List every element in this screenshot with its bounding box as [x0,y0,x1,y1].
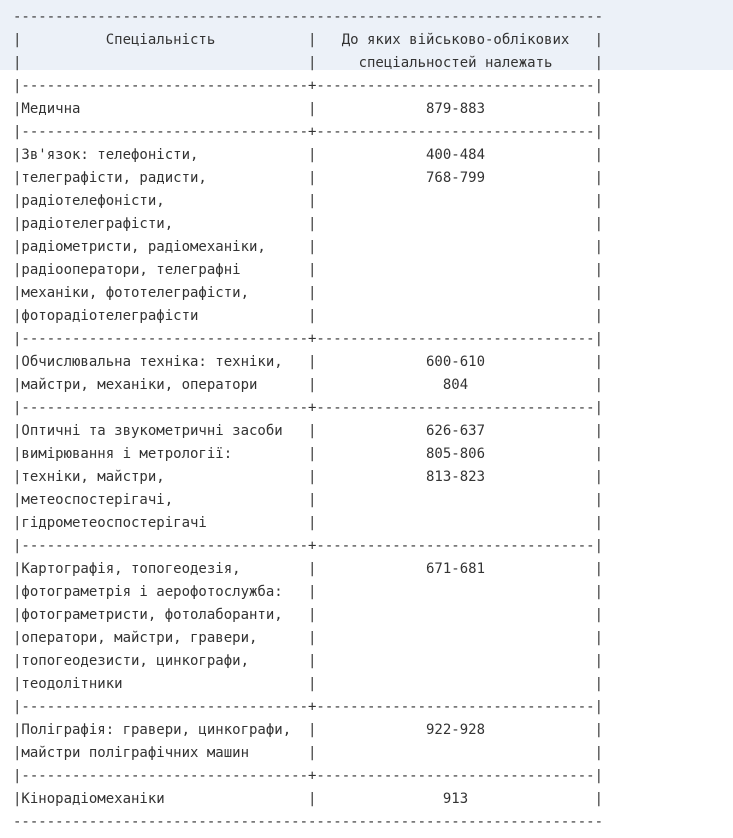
table-row-line: |Зв'язок: телефоністи, | 400-484 | [13,147,604,163]
row-separator: |----------------------------------+---------------------------------| [13,331,604,347]
table-row-line: |вимірювання і метрології: | 805-806 | [13,446,604,462]
header-line: | Спеціальність | До яких військово-облікових | [13,32,604,48]
table-row-line: |Картографія, топогеодезія, | 671-681 | [13,561,604,577]
specialties-ascii-table [13,6,603,834]
table-row-line: |теодолітники | | [13,676,604,692]
table-row-line: |механіки, фототелеграфісти, | | [13,285,604,301]
table-row-line: |топогеодезисти, цинкографи, | | [13,653,604,669]
table-row-line: |радіотелеграфісти, | | [13,216,604,232]
table-row-line: |Кінорадіомеханіки | 913 | [13,791,604,807]
table-row-line: |майстри поліграфічних машин | | [13,745,604,761]
row-separator: |----------------------------------+---------------------------------| [13,699,604,715]
table-row-line: |техніки, майстри, | 813-823 | [13,469,604,485]
table-row-line: |майстри, механіки, оператори | 804 | [13,377,604,393]
table-row-line: |радіотелефоністи, | | [13,193,604,209]
table-row-line: |оператори, майстри, гравери, | | [13,630,604,646]
row-separator: |----------------------------------+---------------------------------| [13,124,604,140]
row-separator: |----------------------------------+---------------------------------| [13,400,604,416]
row-separator: |----------------------------------+---------------------------------| [13,768,604,784]
table-row-line: |метеоспостерігачі, | | [13,492,604,508]
table-row-line: |Обчислювальна техніка: техніки, | 600-610 | [13,354,604,370]
table-row-line: |радіооператори, телеграфні | | [13,262,604,278]
table-row-line: |фоторадіотелеграфісти | | [13,308,604,324]
table-row-line: |гідрометеоспостерігачі | | [13,515,604,531]
table-border-bottom: ---------------------------------------------------------------------- [13,814,604,830]
table-row-line: |фотограметристи, фотолаборанти, | | [13,607,604,623]
table-row-line: |Оптичні та звукометричні засоби | 626-637 | [13,423,604,439]
table-row-line: |радіометристи, радіомеханіки, | | [13,239,604,255]
table-row-line: |Медична | 879-883 | [13,101,604,117]
table-border-top: ---------------------------------------------------------------------- [13,9,604,25]
header-line: | | спеціальностей належать | [13,55,604,71]
row-separator: |----------------------------------+---------------------------------| [13,78,604,94]
row-separator: |----------------------------------+---------------------------------| [13,538,604,554]
table-row-line: |фотограметрія і аерофотослужба: | | [13,584,604,600]
table-row-line: |Поліграфія: гравери, цинкографи, | 922-928 | [13,722,604,738]
table-row-line: |телеграфісти, радисти, | 768-799 | [13,170,604,186]
